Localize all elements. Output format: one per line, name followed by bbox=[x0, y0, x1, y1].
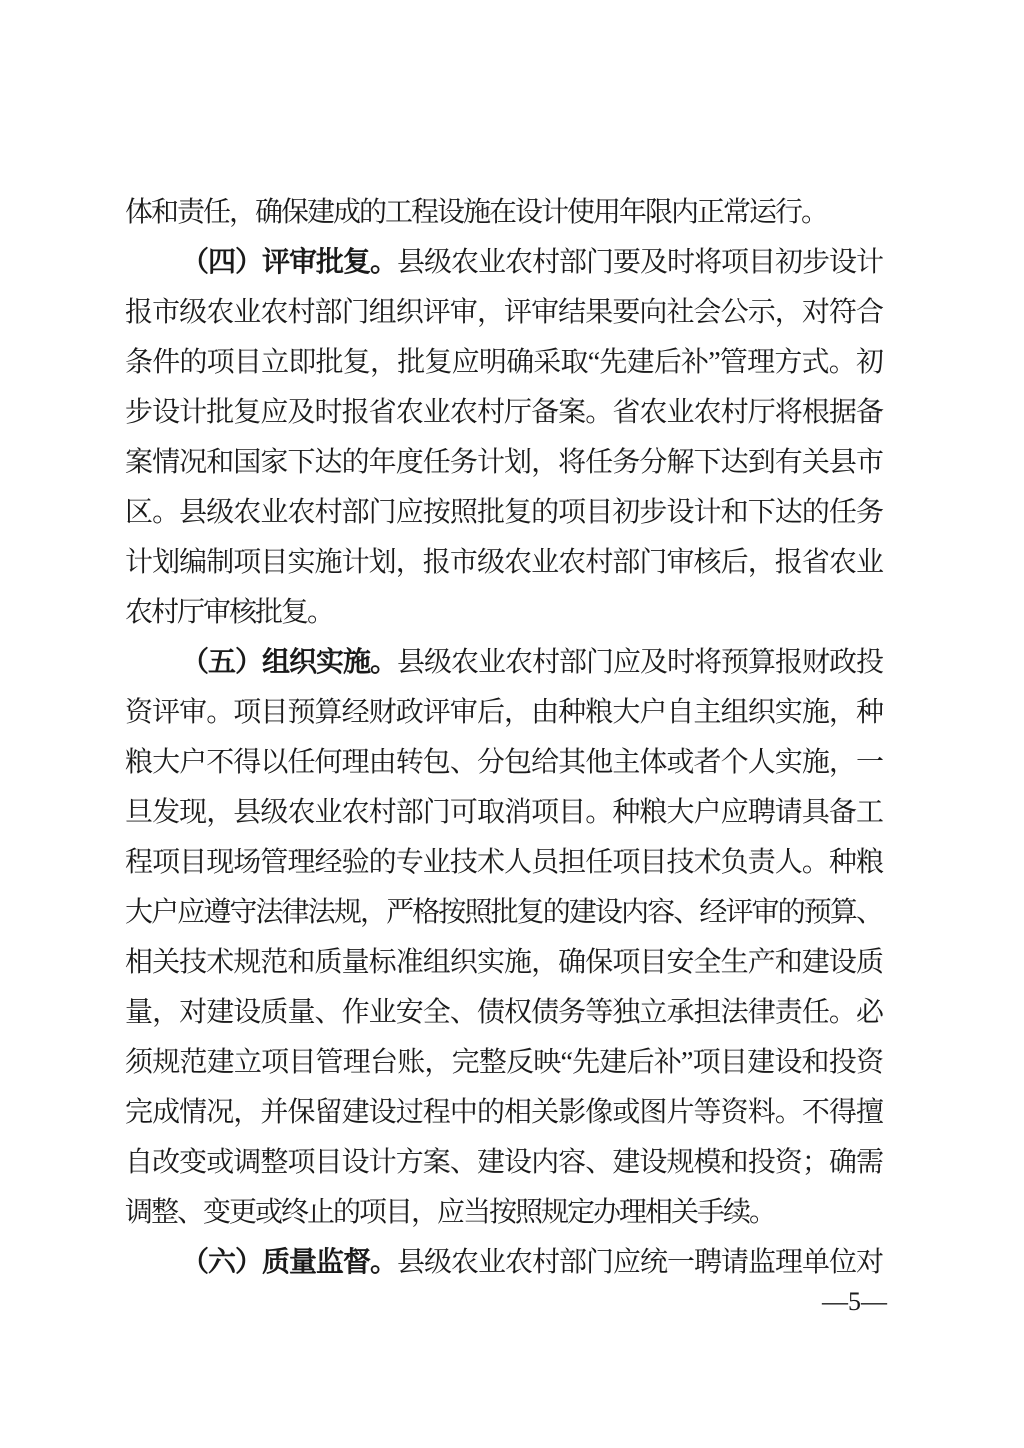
line-text: 体和责任，确保建成的工程设施在设计使用年限内正常运行。 bbox=[125, 197, 828, 228]
line-text: 县级农业农村部门要及时将项目初步设计 bbox=[397, 247, 882, 278]
text-line bbox=[125, 338, 882, 388]
line-text: 区。县级农业农村部门应按照批复的项目初步设计和下达的任务 bbox=[125, 497, 882, 528]
line-text: 计划编制项目实施计划，报市级农业农村部门审核后，报省农业 bbox=[125, 547, 882, 578]
paragraph-first-line bbox=[125, 638, 882, 688]
line-text: 旦发现，县级农业农村部门可取消项目。种粮大户应聘请具备工 bbox=[125, 797, 882, 828]
line-text: 步设计批复应及时报省农业农村厅备案。省农业农村厅将根据备 bbox=[125, 397, 882, 428]
text-line bbox=[125, 538, 882, 588]
section-heading: （五）组织实施。 bbox=[181, 647, 397, 678]
line-text: 量，对建设质量、作业安全、债权债务等独立承担法律责任。必 bbox=[125, 997, 882, 1028]
line-text: 案情况和国家下达的年度任务计划，将任务分解下达到有关县市 bbox=[125, 447, 882, 478]
text-line bbox=[125, 438, 882, 488]
text-line bbox=[125, 1038, 882, 1088]
page-footer bbox=[125, 1286, 887, 1318]
line-text: 报市级农业农村部门组织评审，评审结果要向社会公示，对符合 bbox=[125, 297, 882, 328]
text-line bbox=[125, 188, 882, 238]
document-body bbox=[125, 188, 882, 1288]
paragraph-first-line bbox=[125, 238, 882, 288]
text-line bbox=[125, 488, 882, 538]
line-text: 大户应遵守法律法规，严格按照批复的建设内容、经评审的预算、 bbox=[125, 897, 882, 928]
line-text: 县级农业农村部门应统一聘请监理单位对 bbox=[397, 1247, 882, 1278]
page-number: —5— bbox=[822, 1287, 887, 1316]
line-text: 须规范建立项目管理台账，完整反映“先建后补”项目建设和投资 bbox=[125, 1047, 882, 1078]
text-line bbox=[125, 688, 882, 738]
line-text: 自改变或调整项目设计方案、建设内容、建设规模和投资；确需 bbox=[125, 1147, 882, 1178]
text-line bbox=[125, 388, 882, 438]
line-text: 相关技术规范和质量标准组织实施，确保项目安全生产和建设质 bbox=[125, 947, 882, 978]
text-line bbox=[125, 788, 882, 838]
section-heading: （四）评审批复。 bbox=[181, 247, 397, 278]
paragraph-first-line bbox=[125, 1238, 882, 1288]
text-line bbox=[125, 1138, 882, 1188]
text-line bbox=[125, 1188, 882, 1238]
line-text: 县级农业农村部门应及时将预算报财政投 bbox=[397, 647, 882, 678]
line-text: 农村厅审核批复。 bbox=[125, 597, 334, 628]
text-line bbox=[125, 888, 882, 938]
section-heading: （六）质量监督。 bbox=[181, 1247, 397, 1278]
line-text: 条件的项目立即批复，批复应明确采取“先建后补”管理方式。初 bbox=[125, 347, 882, 378]
line-text: 完成情况，并保留建设过程中的相关影像或图片等资料。不得擅 bbox=[125, 1097, 882, 1128]
line-text: 调整、变更或终止的项目，应当按照规定办理相关手续。 bbox=[125, 1197, 776, 1228]
line-text: 程项目现场管理经验的专业技术人员担任项目技术负责人。种粮 bbox=[125, 847, 882, 878]
line-text: 粮大户不得以任何理由转包、分包给其他主体或者个人实施，一 bbox=[125, 747, 882, 778]
text-line bbox=[125, 1088, 882, 1138]
line-text: 资评审。项目预算经财政评审后，由种粮大户自主组织实施，种 bbox=[125, 697, 882, 728]
text-line bbox=[125, 938, 882, 988]
text-line bbox=[125, 588, 882, 638]
text-line bbox=[125, 288, 882, 338]
text-line bbox=[125, 988, 882, 1038]
text-line bbox=[125, 838, 882, 888]
text-line bbox=[125, 738, 882, 788]
